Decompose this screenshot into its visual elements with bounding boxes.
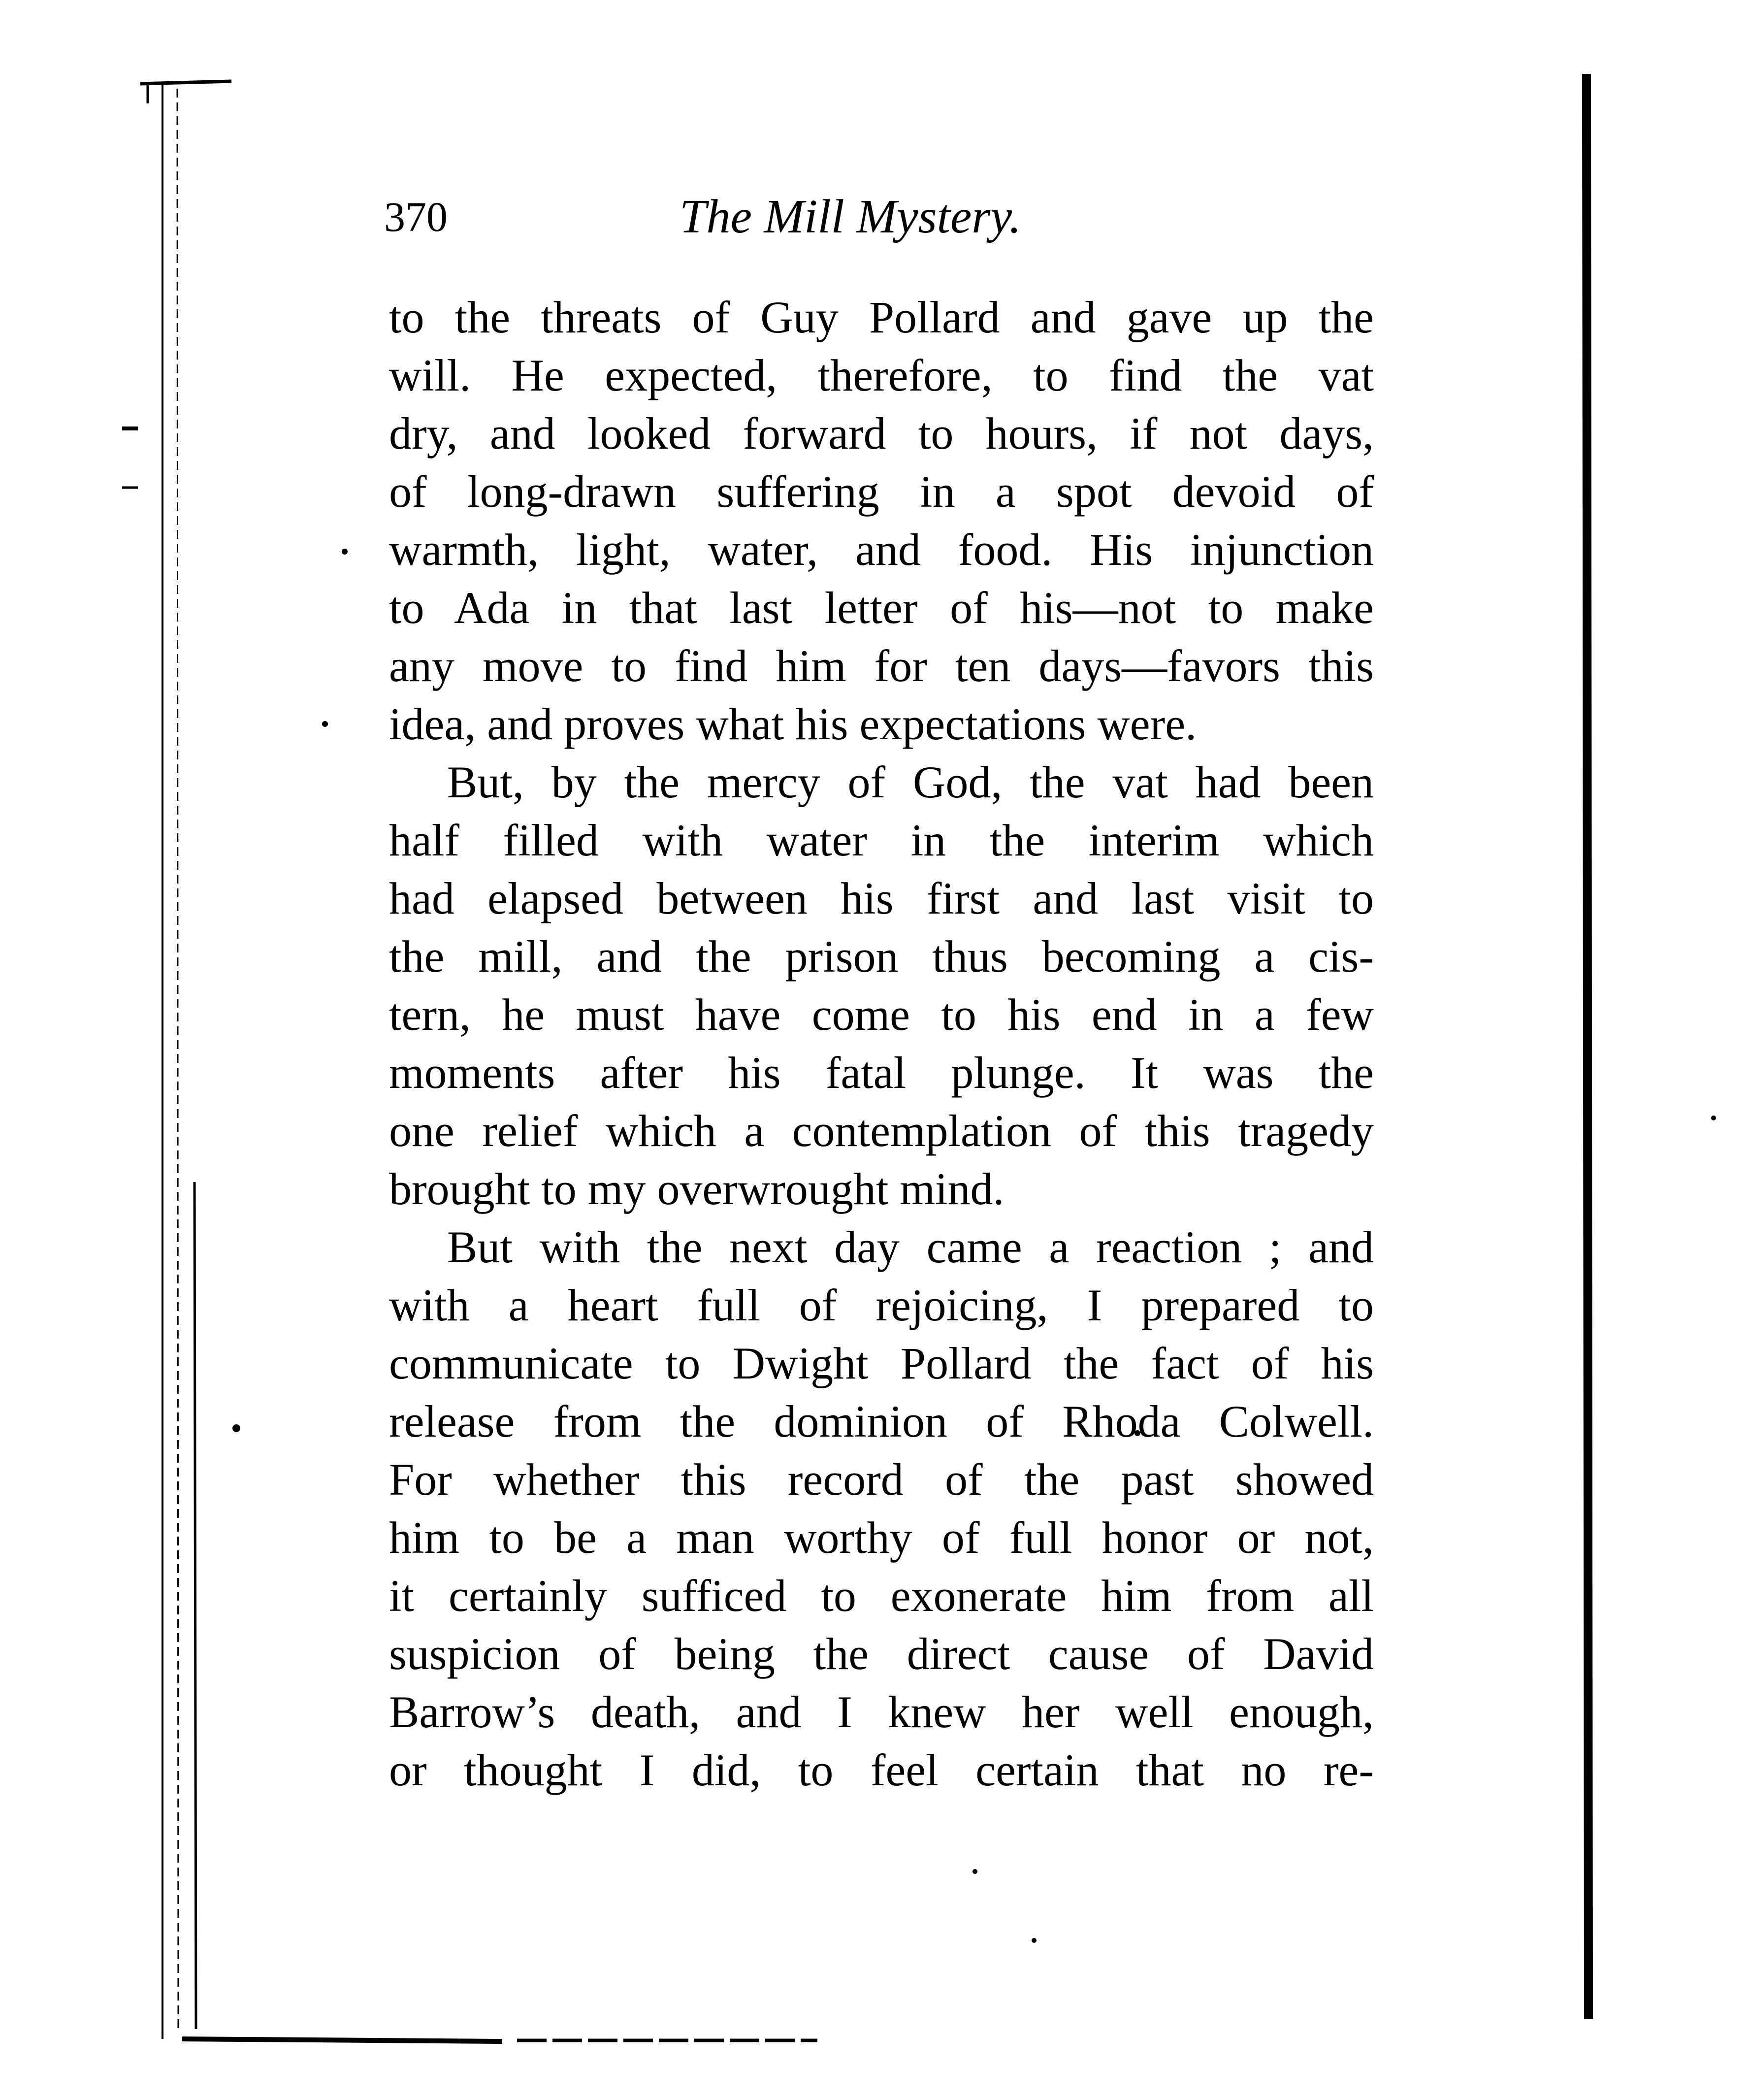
page-number: 370 [384, 193, 448, 240]
text-line: idea, and proves what his expectations were. [389, 699, 1197, 749]
text-line: or thought I did, to feel certain that no re- [389, 1745, 1374, 1795]
text-line: to Ada in that last letter of his—not to make [389, 583, 1374, 633]
paragraph [389, 1218, 1374, 1799]
text-line: warmth, light, water, and food. His injunction [389, 525, 1374, 575]
text-line: But with the next day came a reaction ; and [447, 1222, 1374, 1272]
text-line: will. He expected, therefore, to find the vat [389, 350, 1374, 400]
text-line: had elapsed between his first and last visit to [389, 873, 1374, 923]
text-line: dry, and looked forward to hours, if not days, [389, 408, 1374, 459]
text-line: For whether this record of the past showed [389, 1454, 1374, 1505]
text-line: any move to find him for ten days—favors this [389, 641, 1374, 691]
text-line: one relief which a contemplation of this tragedy [389, 1106, 1374, 1156]
text-line: with a heart full of rejoicing, I prepared to [389, 1280, 1374, 1330]
paragraph [389, 753, 1374, 1218]
text-line: half filled with water in the interim which [389, 815, 1374, 865]
page-header [384, 190, 1369, 254]
text-line: release from the dominion of Rhoda Colwell. [389, 1396, 1374, 1446]
text-line: Barrow’s death, and I knew her well enough, [389, 1687, 1374, 1737]
text-line: communicate to Dwight Pollard the fact of his [389, 1338, 1374, 1388]
text-line: of long-drawn suffering in a spot devoid of [389, 466, 1374, 517]
text-line: brought to my overwrought mind. [389, 1164, 1005, 1214]
text-line: But, by the mercy of God, the vat had been [447, 757, 1374, 807]
running-title: The Mill Mystery. [680, 190, 1022, 243]
text-line: it certainly sufficed to exonerate him from all [389, 1571, 1374, 1621]
text-line: moments after his fatal plunge. It was the [389, 1048, 1374, 1098]
body-text [389, 288, 1374, 1799]
text-line: suspicion of being the direct cause of David [389, 1629, 1374, 1679]
text-line: tern, he must have come to his end in a few [389, 989, 1374, 1040]
text-line: the mill, and the prison thus becoming a cis- [389, 931, 1374, 982]
text-line: to the threats of Guy Pollard and gave up the [389, 292, 1374, 342]
paragraph [389, 288, 1374, 753]
text-line: him to be a man worthy of full honor or not, [389, 1512, 1374, 1563]
